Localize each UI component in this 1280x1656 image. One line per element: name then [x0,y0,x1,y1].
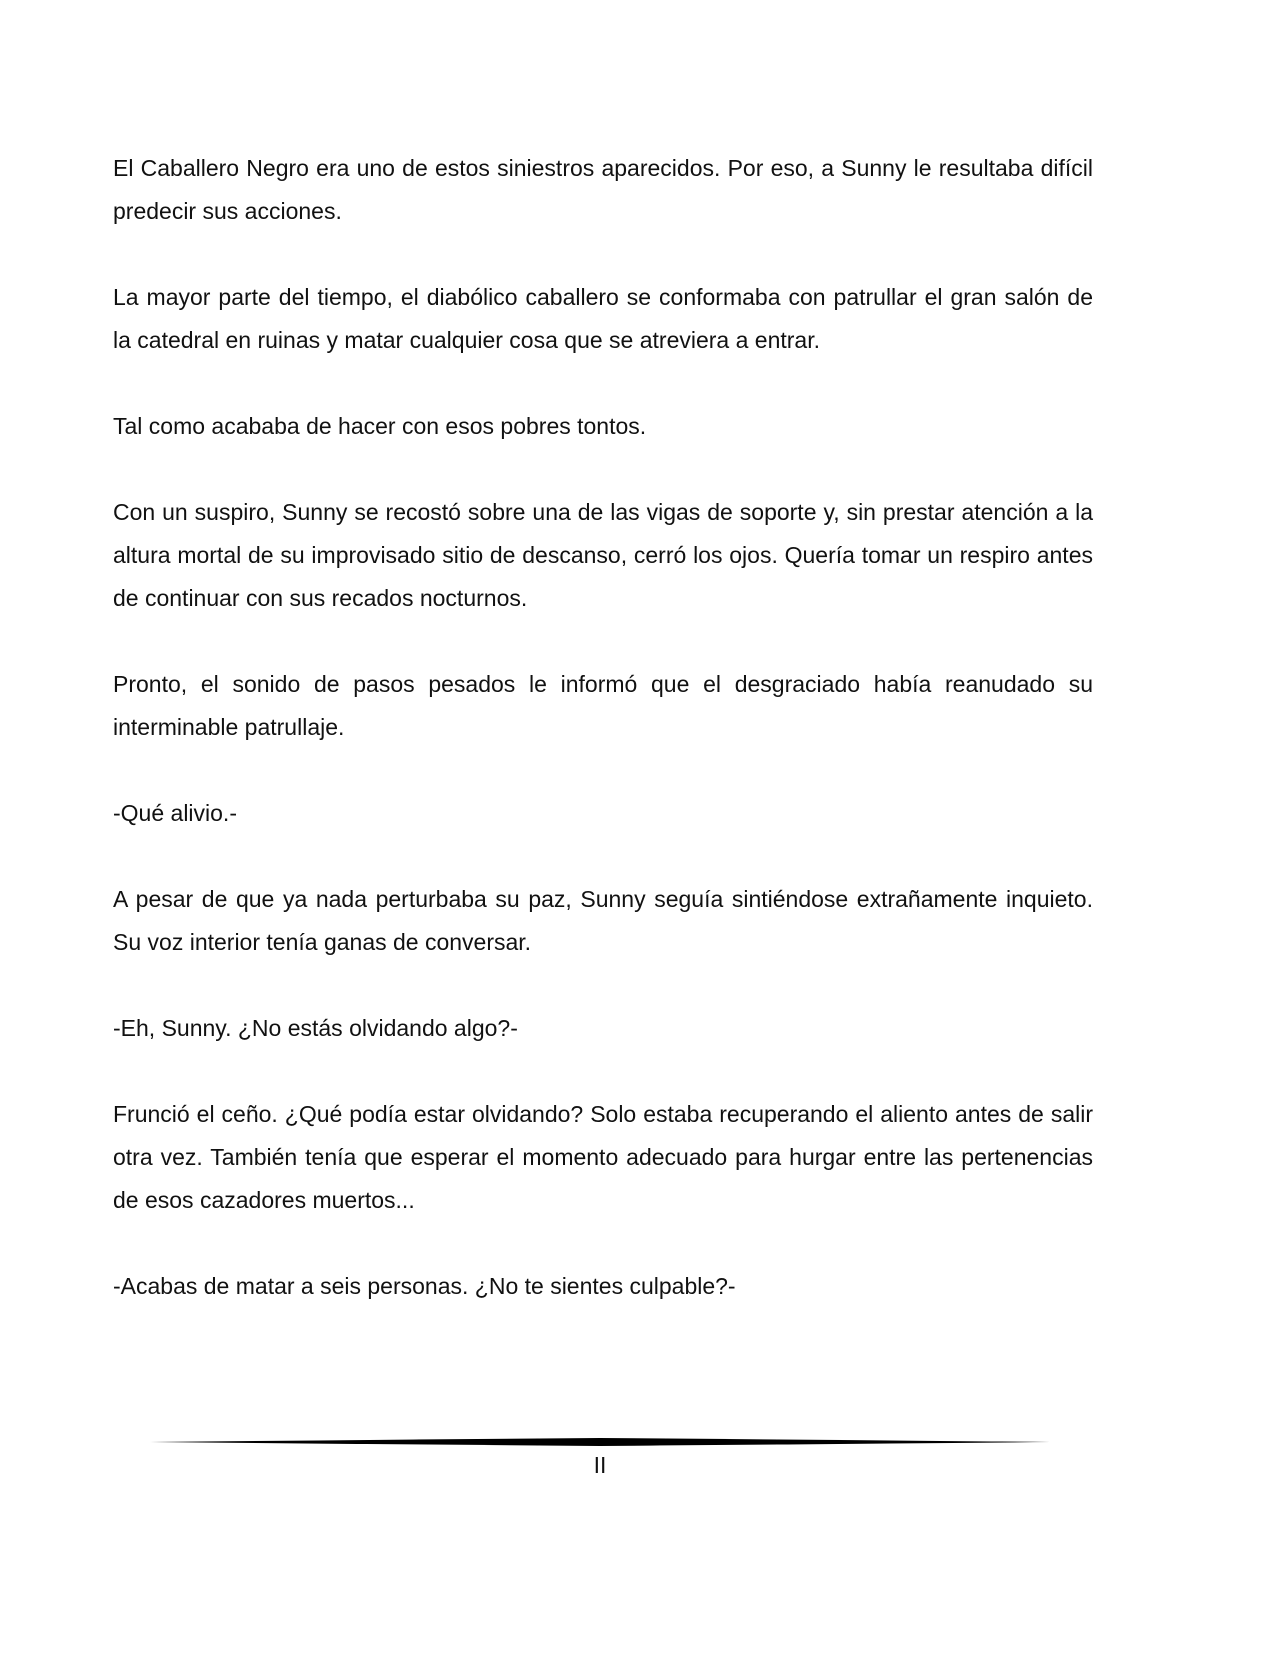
paragraph-9: Frunció el ceño. ¿Qué podía estar olvidando? Solo estaba recuperando el aliento antes de salir otra vez. También tenía que esperar el momento adecuado para hurgar entre las pertenencias de esos cazadores muertos... [113,1101,1093,1213]
paragraph-3: Tal como acababa de hacer con esos pobres tontos. [113,413,647,439]
page-number: II [593,1452,607,1478]
paragraph-2: La mayor parte del tiempo, el diabólico caballero se conformaba con patrullar el gran salón de la catedral en ruinas y matar cualquier cosa que se atreviera a entrar. [113,284,1093,353]
footer-divider [150,1437,1050,1447]
paragraph-1: El Caballero Negro era uno de estos siniestros aparecidos. Por eso, a Sunny le resultaba difícil predecir sus acciones. [113,155,1093,224]
paragraph-6: -Qué alivio.- [113,800,237,826]
paragraph-8: -Eh, Sunny. ¿No estás olvidando algo?- [113,1015,518,1041]
paragraph-7: A pesar de que ya nada perturbaba su paz, Sunny seguía sintiéndose extrañamente inquieto. Su voz interior tenía ganas de conversar. [113,886,1093,955]
paragraph-4: Con un suspiro, Sunny se recostó sobre una de las vigas de soporte y, sin prestar atención a la altura mortal de su improvisado sitio de descanso, cerró los ojos. Quería tomar un respiro antes de continuar con sus recados nocturnos. [113,499,1093,611]
paragraph-5: Pronto, el sonido de pasos pesados le informó que el desgraciado había reanudado su interminable patrullaje. [113,671,1093,740]
page-body [113,147,1093,1351]
paragraph-10: -Acabas de matar a seis personas. ¿No te sientes culpable?- [113,1273,736,1299]
